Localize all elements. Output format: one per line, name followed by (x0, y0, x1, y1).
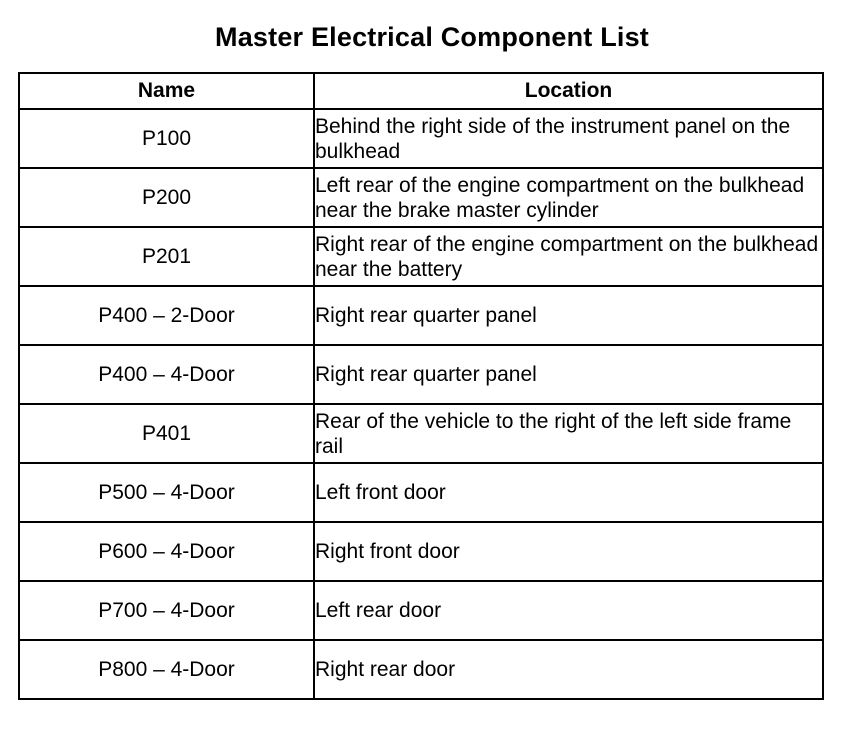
table-row (19, 345, 823, 404)
component-name-cell: P400 – 4-Door (19, 345, 314, 404)
component-location-cell: Right rear quarter panel (314, 345, 823, 404)
component-location-cell: Rear of the vehicle to the right of the left side frame rail (314, 404, 823, 463)
table-row (19, 581, 823, 640)
component-location-cell: Right rear quarter panel (314, 286, 823, 345)
table-row (19, 404, 823, 463)
table-row (19, 286, 823, 345)
component-location-cell: Left rear of the engine compartment on the bulkhead near the brake master cylinder (314, 168, 823, 227)
component-name-cell: P201 (19, 227, 314, 286)
table-row (19, 640, 823, 699)
component-name-cell: P800 – 4-Door (19, 640, 314, 699)
page-title: Master Electrical Component List (215, 22, 649, 52)
component-name-cell: P500 – 4-Door (19, 463, 314, 522)
component-location-cell: Left rear door (314, 581, 823, 640)
table-header-row (19, 73, 823, 109)
table-row (19, 463, 823, 522)
component-name-cell: P200 (19, 168, 314, 227)
component-name-cell: P700 – 4-Door (19, 581, 314, 640)
component-location-cell: Behind the right side of the instrument panel on the bulkhead (314, 109, 823, 168)
column-header-name: Name (19, 73, 314, 109)
component-table (18, 72, 824, 700)
component-name-cell: P100 (19, 109, 314, 168)
component-name-cell: P600 – 4-Door (19, 522, 314, 581)
component-location-cell: Right rear door (314, 640, 823, 699)
table-row (19, 522, 823, 581)
component-location-cell: Right rear of the engine compartment on the bulkhead near the battery (314, 227, 823, 286)
column-header-location: Location (314, 73, 823, 109)
component-location-cell: Left front door (314, 463, 823, 522)
table-row (19, 227, 823, 286)
component-name-cell: P400 – 2-Door (19, 286, 314, 345)
table-row (19, 168, 823, 227)
table-row (19, 109, 823, 168)
component-location-cell: Right front door (314, 522, 823, 581)
component-name-cell: P401 (19, 404, 314, 463)
